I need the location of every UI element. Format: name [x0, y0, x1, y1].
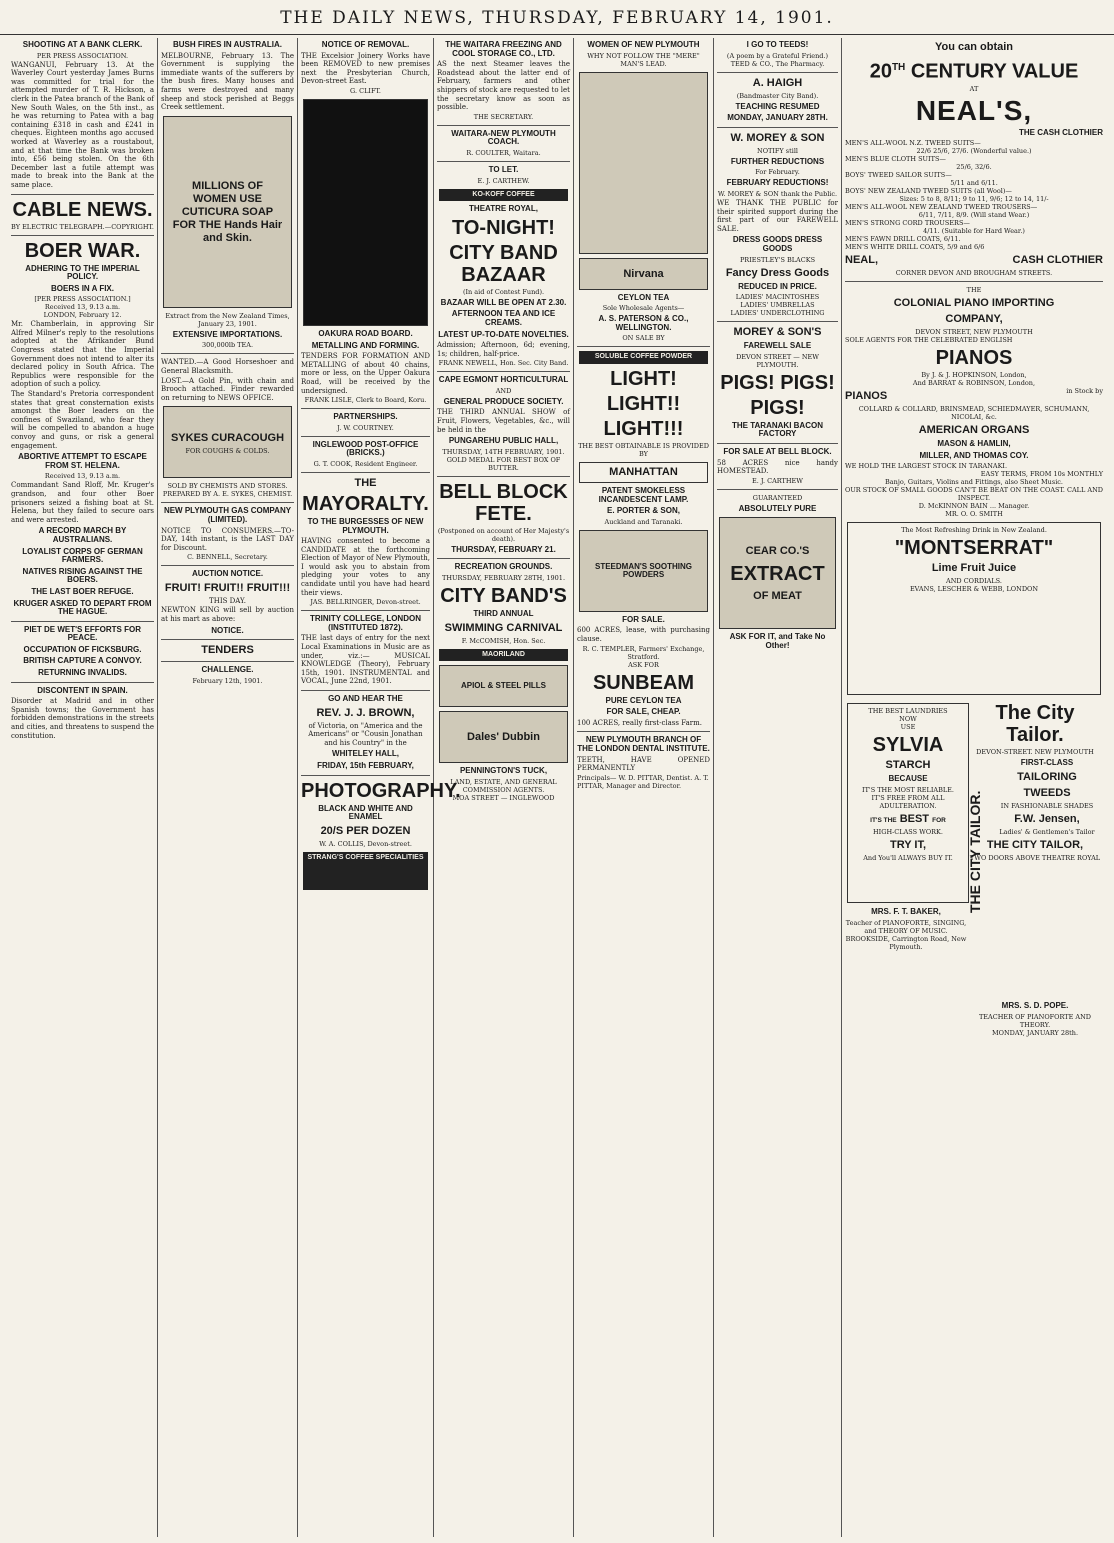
ad-text: CORNER DEVON AND BROUGHAM STREETS.	[895, 269, 1053, 278]
ad-text: AT	[969, 84, 979, 93]
ad-text: ASK FOR	[628, 660, 659, 669]
signature: FRANK NEWELL, Hon. Sec. City Band.	[438, 359, 569, 368]
classified: 58 ACRES nice handy HOMESTEAD.	[717, 458, 838, 476]
ad-text: COLLARD & COLLARD, BRINSMEAD, SCHIEDMAYER, SCHUMANN, NICOLAI, &c.	[858, 405, 1090, 422]
notice-text: Admission; Afternoon, 6d; evening, 1s; children, half-price.	[437, 341, 570, 358]
nirvana-label: Nirvana	[623, 267, 664, 280]
subhead: A. HAIGH	[752, 76, 803, 89]
montserrat-headline: "MONTSERRAT"	[894, 537, 1054, 560]
instock-label: in Stock by	[1066, 387, 1103, 396]
city-tailor-ad	[967, 699, 1101, 914]
subhead: WHITELEY HALL,	[332, 749, 399, 759]
notice-text: TENDERS FOR FORMATION AND METALLING of about 40 chains, more or less, on the Upper Oakura Road, will be received by the undersigned.	[301, 352, 430, 395]
subhead: AUCTION NOTICE.	[191, 569, 264, 579]
notice-text: AS the next Steamer leaves the Roadstead about the latter end of February, farmers and other shippers of stock are requested to let the secretary know as soon as possible.	[437, 60, 570, 112]
classified: WANTED.—A Good Horseshoer and General Blacksmith.	[161, 358, 294, 375]
black-block	[303, 99, 428, 326]
notice-text: THE THIRD ANNUAL SHOW of Fruit, Flowers, Vegetables, &c., will be held in the	[437, 408, 570, 434]
cear-label: CEAR CO.'S	[745, 544, 810, 557]
subhead: INGLEWOOD POST-OFFICE (BRICKS.)	[312, 439, 419, 458]
cuticura-illustration	[163, 116, 292, 308]
subhead: RETURNING INVALIDS.	[38, 668, 127, 678]
ad-text: SOLD BY CHEMISTS AND STORES.	[167, 482, 288, 491]
subhead: 20/S PER DOZEN	[320, 824, 411, 837]
column-7	[842, 38, 1106, 1537]
dateline: THURSDAY, FEBRUARY 21.	[451, 544, 556, 554]
ad-text: DEVON-STREET. NEW PLYMOUTH	[976, 748, 1094, 757]
light-headline: LIGHT!!	[606, 392, 681, 415]
ad-text: HIGH-CLASS WORK.	[873, 828, 943, 837]
subhead: BOERS IN A FIX.	[51, 283, 114, 293]
soothing-label: STEEDMAN'S SOOTHING POWDERS	[594, 561, 693, 580]
column-5	[574, 38, 714, 1537]
column-4	[434, 38, 574, 1537]
ad-text: THE	[966, 286, 982, 295]
light-headline: LIGHT!!!	[603, 417, 684, 440]
subhead: NEW PLYMOUTH GAS COMPANY (LIMITED).	[163, 506, 292, 524]
headline-boer: BOER WAR.	[24, 239, 141, 262]
neal-footer-title: CASH CLOTHIER	[1012, 254, 1103, 267]
signature: MR. O. O. SMITH	[945, 510, 1003, 519]
subhead: EXTENSIVE IMPORTATIONS.	[172, 329, 283, 339]
neals-headline: NEAL'S,	[915, 94, 1033, 126]
caption: Extract from the New Zealand Times, January 23, 1901.	[165, 311, 290, 328]
signature: D. McKINNON BAIN ... Manager.	[918, 502, 1030, 511]
kokoff-banner: KO-KOFF COFFEE	[439, 189, 568, 202]
century-headline	[845, 57, 1103, 83]
notice-text: THE Excelsior Joinery Works have been REMOVED to new premises next the Presbyterian Church, Devon-street East.	[301, 51, 430, 86]
ad-text: TEACHER OF PIANOFORTE AND THEORY.	[978, 1013, 1092, 1030]
sykes-sub: FOR COUGHS & COLDS.	[185, 447, 270, 456]
ad-text: BROOKSIDE, Carrington Road, New Plymouth.	[845, 935, 967, 952]
ad-text: ON SALE BY	[622, 334, 665, 343]
ad-text: And BARRAT & ROBINSON, London,	[912, 379, 1036, 388]
masthead: THE DAILY NEWS, THURSDAY, FEBRUARY 14, 1901.	[0, 8, 1114, 35]
best-for	[851, 813, 965, 826]
classified: 100 ACRES, really first-class Farm.	[577, 718, 702, 727]
article-text: MELBOURNE, February 13. The Government is supplying the immediate wants of the sufferers by the bush fires. Many houses and farms were destroyed and many sheep and stock perished at Beggs Creek settlement.	[161, 51, 294, 112]
subhead: THE CASH CLOTHIER	[1019, 127, 1103, 137]
dales-ad	[439, 711, 568, 763]
itsthe-label: IT'S THE	[870, 817, 897, 825]
subhead: FIRST-CLASS	[1020, 758, 1074, 768]
subhead: NOTICE.	[211, 625, 244, 635]
apiol-label: APIOL & STEEL PILLS	[460, 681, 547, 691]
headline: SHOOTING AT A BANK CLERK.	[22, 40, 143, 49]
notice-text: NOTICE TO CONSUMERS.—TO-DAY, 14th instant, is the LAST DAY for Discount.	[161, 526, 294, 552]
subhead: COMPANY,	[945, 313, 1003, 326]
dateline: February 12th, 1901.	[192, 676, 263, 685]
subhead: PENNINGTON'S TUCK,	[459, 766, 548, 776]
signature: JAS. BELLRINGER, Devon-street.	[310, 598, 421, 607]
fruit-headline: FRUIT! FRUIT!! FRUIT!!!	[164, 581, 291, 594]
subhead: 300,000lb TEA.	[201, 341, 254, 350]
headline-cable: CABLE NEWS.	[12, 198, 153, 221]
cear-extract-ad	[719, 517, 836, 629]
ad-text: TWO DOORS ABOVE THEATRE ROYAL	[969, 854, 1101, 863]
dales-label: Dales' Dubbin	[467, 731, 540, 744]
ad-text: LADIES' UNDERCLOTHING	[730, 309, 825, 318]
subhead: THE WAITARA FREEZING AND COOL STORAGE CO., LTD.	[445, 40, 562, 58]
price-line: 22/6 25/6, 27/6. (Wonderful value.)	[916, 147, 1032, 156]
price-line: MEN'S ALL-WOOL N.Z. TWEED SUITS—	[845, 139, 981, 148]
signature: G. T. COOK, Resident Engineer.	[313, 459, 418, 468]
subhead: COLONIAL PIANO IMPORTING	[893, 297, 1055, 310]
signature: C. BENNELL, Secretary.	[187, 553, 268, 562]
extract-label: EXTRACT	[730, 562, 825, 585]
ad-text: DEVON STREET — NEW PLYMOUTH.	[736, 352, 819, 369]
ad-text: USE	[900, 723, 916, 732]
credit: [PER PRESS ASSOCIATION.]	[34, 295, 131, 304]
price-line: BOYS' TWEED SAILOR SUITS—	[845, 171, 952, 180]
pianos-label: PIANOS	[845, 390, 888, 403]
subhead: TRY IT,	[889, 839, 927, 852]
subhead: (Bandmaster City Band).	[736, 91, 819, 100]
ad-text: IT'S THE MOST RELIABLE.	[862, 786, 954, 795]
city-band-headline: CITY BAND BAZAAR	[449, 241, 558, 286]
subhead: Fancy Dress Goods	[725, 266, 830, 279]
headline: BUSH FIRES IN AUSTRALIA.	[172, 40, 283, 49]
dateline: Received 13, 9.13 a.m.	[44, 472, 121, 481]
coffee-banner: STRANG'S COFFEE SPECIALITIES	[303, 852, 428, 890]
ad-text: PRIESTLEY'S BLACKS	[739, 255, 816, 264]
ad-text: For February.	[755, 168, 800, 177]
column-1	[8, 38, 158, 1537]
subhead: FURTHER REDUCTIONS	[730, 156, 825, 166]
subhead: AND	[495, 386, 512, 395]
sunbeam-headline: SUNBEAM	[592, 671, 695, 694]
subhead: FEBRUARY REDUCTIONS!	[726, 178, 829, 188]
ad-text: IN FASHIONABLE SHADES	[1000, 802, 1094, 811]
subhead: MRS. F. T. BAKER,	[871, 907, 941, 917]
price-line: MEN'S ALL-WOOL NEW ZEALAND TWEED TROUSERS—	[845, 203, 1038, 212]
subhead: ASK FOR IT, and Take No Other!	[729, 632, 826, 650]
subhead: WHY NOT FOLLOW THE "MERE" MAN'S LEAD.	[587, 51, 700, 68]
century-number: 20	[869, 60, 892, 83]
subhead: THEATRE ROYAL,	[469, 204, 538, 214]
classified: 600 ACRES, lease, with purchasing clause.	[577, 626, 710, 643]
article-text: Disorder at Madrid and in other Spanish towns; the Government has forbidden demonstrations in the streets and cities, and threatens to suspend the constitution.	[11, 697, 154, 740]
subhead: TRINITY COLLEGE, LONDON (INSTITUTED 1872).	[310, 614, 421, 632]
ad-text: WE THANK THE PUBLIC for their spirited support during the first part of our FAREWELL SALE.	[717, 198, 838, 233]
light-headline: LIGHT!	[610, 367, 677, 390]
subhead: TWEEDS	[1023, 787, 1071, 800]
ad-text: By J. & J. HOPKINSON, London,	[921, 371, 1027, 380]
subhead: LATEST UP-TO-DATE NOVELTIES.	[438, 329, 569, 339]
soothing-powders-ad	[579, 530, 708, 612]
subhead: TAILORING	[1017, 771, 1077, 784]
subhead: CAPE EGMONT HORTICULTURAL	[438, 375, 569, 385]
pianos-stock	[845, 387, 1103, 405]
subhead: NEW PLYMOUTH BRANCH OF THE LONDON DENTAL INSTITUTE.	[577, 735, 710, 753]
signature: J. W. COURTNEY.	[337, 423, 394, 432]
subhead: (A poem by a Grateful Friend.)	[726, 51, 829, 60]
subhead: PUNGAREHU PUBLIC HALL,	[448, 436, 559, 446]
subhead: Lime Fruit Juice	[931, 562, 1017, 575]
sykes-logo: SYKES CURACOUGH	[170, 432, 285, 445]
ad-text: Teacher of PIANOFORTE, SINGING, and THEORY OF MUSIC.	[845, 919, 967, 936]
ad-text: The Most Refreshing Drink in New Zealand.	[901, 526, 1047, 535]
subhead: PIET DE WET'S EFFORTS FOR PEACE.	[23, 624, 141, 643]
ad-text: Banjo, Guitars, Violins and Fittings, also Sheet Music.	[885, 478, 1063, 487]
ad-text: THE BEST OBTAINABLE IS PROVIDED BY	[578, 441, 709, 458]
ad-text: Ladies' & Gentlemen's Tailor	[999, 828, 1095, 837]
ad-text: EVANS, LESCHER & WEBB, LONDON	[909, 585, 1039, 594]
subhead: FAREWELL SALE	[743, 341, 812, 351]
subhead: FRIDAY, 15th FEBRUARY,	[317, 760, 414, 770]
signature: TEED & CO., The Pharmacy.	[730, 59, 825, 68]
subhead: W. MOREY & SON	[730, 131, 825, 144]
subhead: THE TARANAKI BACON FACTORY	[732, 420, 823, 439]
subhead: A. S. PATERSON & CO., WELLINGTON.	[598, 314, 689, 332]
article-text: Commandant Sand Rloff, Mr. Kruger's grandson, and four other Boer prisoners seized a fishing boat at St. Helena, but they failed to secure oars and were arrested.	[11, 481, 154, 524]
subhead: THE	[354, 476, 377, 489]
signature: R. COULTER, Waitara.	[466, 148, 541, 157]
subhead: You can obtain	[934, 41, 1014, 53]
signature: R. C. TEMPLER, Farmers' Exchange, Stratford.	[582, 644, 705, 661]
price-line: 4/11. (Suitable for Hard Wear.)	[923, 227, 1025, 236]
signature: F. McCOMISH, Hon. Sec.	[461, 636, 546, 645]
price-line: BOYS' NEW ZEALAND TWEED SUITS (all Wool)—	[845, 187, 1012, 196]
subhead: I GO TO TEEDS!	[746, 40, 809, 49]
column-3	[298, 38, 461, 1537]
soluble-coffee-banner: SOLUBLE COFFEE POWDER	[579, 351, 708, 364]
ad-text: DEVON STREET, NEW PLYMOUTH	[915, 328, 1033, 337]
subhead: BAZAAR WILL BE OPEN AT 2.30.	[440, 297, 567, 307]
article-text: WANGANUI, February 13. At the Waverley Court yesterday James Burns was committed for trial for the attempted murder of T. R. Hickson, a clerk in the Patea branch of the Bank of New South Wales, on the 5th inst., as he was returning to Patea with a bag containing £318 in cash and £241 in cheques. Eighteen months ago accused worked at Waverley as a roustabout, and at that time the Bank was broken into, £56 being stolen. On the 6th December last a futile attempt was made to break into the Bank at the same place.	[11, 60, 154, 189]
illustration	[579, 72, 708, 254]
pigs-headline: PIGS! PIGS!	[720, 371, 835, 394]
subhead: LOYALIST CORPS OF GERMAN FARMERS.	[22, 546, 143, 565]
subhead: WOMEN OF NEW PLYMOUTH	[587, 40, 700, 49]
subhead: TO LET.	[488, 164, 519, 174]
subhead: TO THE BURGESSES OF NEW PLYMOUTH.	[307, 516, 424, 535]
footer: MOA STREET — INGLEWOOD	[452, 793, 555, 802]
credit: PER PRESS ASSOCIATION.	[36, 51, 129, 60]
neal-footer	[845, 254, 1103, 267]
subhead: GO AND HEAR THE	[328, 694, 403, 703]
subhead: THE LAST BOER REFUGE.	[31, 586, 134, 596]
subhead: BLACK AND WHITE AND ENAMEL	[318, 803, 413, 822]
city-tailor-headline: The City Tailor.	[995, 702, 1075, 747]
subhead: PURE CEYLON TEA	[605, 695, 682, 705]
signature: W. A. COLLIS, Devon-street.	[319, 839, 412, 848]
ad-text: EASY TERMS, FROM 10s MONTHLY	[980, 470, 1103, 479]
notice-text: THE last days of entry for the next Local Examinations in Music are as under, viz.:— MUSICAL KNOWLEDGE (Theory), February 15th, 1901. INSTRUMENTAL and VOCAL, June 22nd, 1901.	[301, 634, 430, 686]
subhead: CHALLENGE.	[201, 665, 254, 675]
subhead: NATIVES RISING AGAINST THE BOERS.	[22, 566, 143, 585]
subhead: THE CITY TAILOR,	[986, 839, 1084, 852]
subhead: AMERICAN ORGANS	[918, 424, 1030, 437]
starch-headline: STARCH	[885, 759, 931, 772]
subhead: NOTICE OF REMOVAL.	[321, 40, 410, 49]
subhead: ABSOLUTELY PURE	[738, 503, 817, 513]
pianos-headline: PIANOS	[935, 347, 1013, 370]
subhead: A RECORD MARCH BY AUSTRALIANS.	[38, 526, 127, 544]
city-tailor-vertical: THE CITY TAILOR.	[967, 791, 983, 914]
subhead: TENDERS	[201, 644, 254, 657]
subhead: (In aid of Contest Fund).	[462, 287, 545, 296]
subhead: RECREATION GROUNDS.	[454, 562, 553, 572]
ad-text: Principals— W. D. PITTAR, Dentist. A. T. PITTAR, Manager and Director.	[577, 773, 709, 790]
subhead: (Postponed on account of Her Majesty's death).	[437, 526, 570, 543]
for-label: FOR	[932, 817, 946, 825]
city-band-headline: CITY BAND'S	[440, 585, 567, 608]
subhead: GENERAL PRODUCE SOCIETY.	[443, 396, 564, 406]
subhead: THIS DAY.	[209, 596, 246, 605]
tonight-headline: TO-NIGHT!	[452, 216, 555, 239]
notice-text: of Victoria, on "America and the Americans" or "Cousin Jonathan and his Country" in the	[308, 721, 423, 747]
manhattan-logo: MANHATTAN	[579, 462, 708, 483]
subhead: PARTNERSHIPS.	[333, 412, 398, 422]
nirvana-logo	[579, 258, 708, 290]
mayoralty-headline: MAYORALTY.	[302, 492, 429, 515]
subhead: FOR SALE AT BELL BLOCK.	[723, 446, 832, 456]
price-line: Sizes: 5 to 8, 8/11; 9 to 11, 9/6; 12 to 14, 11/-	[899, 195, 1049, 204]
signature: FRANK LISLE, Clerk to Board, Koru.	[304, 396, 427, 405]
subhead: MOREY & SON'S	[733, 326, 822, 339]
pigs-headline: PIGS!	[750, 396, 805, 419]
price-line: MEN'S FAWN DRILL COATS, 6/11.	[845, 235, 961, 244]
dateline: MONDAY, JANUARY 28th.	[991, 1029, 1079, 1038]
signature: E. J. CARTHEW	[752, 476, 803, 485]
maoriland-banner: MAORILAND	[439, 649, 568, 662]
subhead: THIRD ANNUAL	[473, 609, 534, 619]
bell-block-headline: BELL BLOCK FETE.	[439, 480, 568, 525]
lower-ads	[845, 699, 1103, 1159]
subhead: F.W. Jensen,	[1014, 813, 1080, 826]
century-value-text: CENTURY VALUE	[910, 60, 1079, 83]
subhead: CEYLON TEA	[617, 292, 670, 302]
subhead: FOR SALE, CHEAP.	[606, 707, 681, 717]
sylvia-starch-ad	[847, 703, 969, 903]
century-suffix: TH	[891, 62, 906, 73]
price-line: 25/6, 32/6.	[956, 163, 992, 172]
cuticura-headline: MILLIONS OF WOMEN USE CUTICURA SOAP FOR THE Hands Hair and Skin.	[172, 179, 283, 244]
signature: G. CLIFT.	[350, 86, 381, 95]
signature: E. J. CARTHEW.	[477, 176, 530, 185]
article-text: The Standard's Pretoria correspondent states that great consternation exists amongst the Boer leaders on the confines of Swaziland, who fear they will be compelled to abandon a huge convoy and guns, or risk a general engagement.	[11, 390, 154, 450]
subhead: REDUCED IN PRICE.	[738, 281, 817, 291]
apiol-ad	[439, 665, 568, 707]
subhead: ABORTIVE ATTEMPT TO ESCAPE FROM ST. HELENA.	[18, 452, 147, 470]
montserrat-ad	[847, 522, 1101, 695]
subhead: PATENT SMOKELESS INCANDESCENT LAMP.	[598, 485, 689, 504]
subhead: TEACHING RESUMED	[735, 101, 820, 111]
ad-text: NOTIFY still	[757, 146, 798, 155]
ad-text: LADIES' UMBRELLAS	[740, 301, 815, 310]
subhead: DISCONTENT IN SPAIN.	[37, 685, 128, 695]
classified: LOST.—A Gold Pin, with chain and Brooch attached. Finder rewarded on returning to NEWS OFFICE.	[161, 376, 294, 402]
ad-text: GUARANTEED	[752, 493, 803, 502]
subhead: KRUGER ASKED TO DEPART FROM THE HAGUE.	[13, 598, 152, 617]
subhead: AFTERNOON TEA AND ICE CREAMS.	[451, 309, 556, 327]
subhead: BRITISH CAPTURE A CONVOY.	[23, 656, 142, 666]
subhead: METALLING AND FORMING.	[311, 340, 420, 350]
ad-text: SOLE AGENTS FOR THE CELEBRATED ENGLISH	[845, 336, 1013, 345]
dateline: Received 13, 9.13 a.m.	[44, 303, 121, 312]
subhead: OCCUPATION OF FICKSBURG.	[23, 644, 142, 654]
notice-text: NEWTON KING will sell by auction at his mart as above:	[161, 606, 294, 624]
subhead: WAITARA-NEW PLYMOUTH COACH.	[451, 128, 556, 147]
ad-text: LADIES' MACINTOSHES	[735, 293, 820, 302]
ad-text: Auckland and Taranaki.	[604, 517, 683, 526]
notice-text: HAVING consented to become a CANDIDATE at the forthcoming Election of Mayor of New Plymouth, I would ask you to abstain from pledging your votes to any candidate until you have had heard their views.	[301, 537, 430, 597]
ad-text: AND CORDIALS.	[946, 577, 1002, 586]
pope-ad	[969, 999, 1101, 1037]
price-line: MEN'S STRONG CORD TROUSERS—	[845, 219, 970, 228]
column-2	[158, 38, 298, 1537]
ad-text: Sole Wholesale Agents—	[602, 304, 685, 313]
neal-footer-name: NEAL,	[845, 254, 878, 267]
subhead: E. PORTER & SON,	[607, 506, 680, 516]
subhead: DRESS GOODS DRESS GOODS	[732, 235, 823, 253]
sylvia-headline: SYLVIA	[872, 734, 944, 757]
column-6	[714, 38, 842, 1537]
subhead: OAKURA ROAD BOARD.	[318, 328, 413, 338]
ad-text: TEETH, HAVE OPENED PERMANENTLY	[577, 755, 710, 773]
columns	[8, 38, 1106, 1537]
dateline: LONDON, February 12.	[43, 311, 122, 320]
subhead: BECAUSE	[888, 774, 928, 784]
subhead: SWIMMING CARNIVAL	[444, 621, 563, 634]
price-line: MEN'S BLUE CLOTH SUITS—	[845, 155, 946, 164]
dateline: THURSDAY, 14TH FEBRUARY, 1901.	[442, 447, 565, 456]
ad-text: IT'S FREE FROM ALL ADULTERATION.	[871, 794, 945, 811]
price-line: MEN'S WHITE DRILL COATS, 5/9 and 6/6	[845, 243, 985, 252]
subhead: FOR SALE.	[622, 614, 665, 624]
photography-headline: PHOTOGRAPHY.	[301, 779, 461, 802]
price-line: 5/11 and 6/11.	[950, 179, 998, 188]
dateline: MONDAY, JANUARY 28TH.	[727, 113, 828, 123]
subhead: ADHERING TO THE IMPERIAL POLICY.	[25, 263, 140, 282]
subhead: LAND, ESTATE, AND GENERAL COMMISSION AGENTS.	[450, 777, 557, 794]
ad-text: NOW	[899, 715, 917, 724]
ad-text: PREPARED BY A. E. SYKES, CHEMIST.	[162, 490, 293, 499]
ad-text: THE BEST LAUNDRIES	[868, 707, 948, 716]
ad-text: OUR STOCK OF SMALL GOODS CAN'T BE BEAT ON THE COAST. CALL AND INSPECT.	[845, 486, 1103, 503]
credit: BY ELECTRIC TELEGRAPH.—COPYRIGHT.	[11, 222, 154, 231]
baker-ad	[845, 905, 967, 951]
subhead: REV. J. J. BROWN,	[316, 706, 415, 719]
meat-label: OF MEAT	[753, 589, 802, 602]
subhead: MASON & HAMLIN,	[937, 439, 1011, 449]
article-text: Mr. Chamberlain, in approving Sir Alfred Milner's reply to the resolutions adopted at the Afrikander Bund Congress stated that the Imperial Government does not intend to alter its declared policy in South Africa. The Republics were responsible for the adoption of such a policy.	[11, 320, 154, 389]
signature: THE SECRETARY.	[473, 112, 534, 121]
dateline: THURSDAY, FEBRUARY 28TH, 1901.	[441, 574, 566, 583]
best-label: BEST	[899, 813, 930, 826]
subhead: MRS. S. D. POPE.	[1001, 1001, 1069, 1011]
subhead: MILLER, AND THOMAS COY.	[919, 450, 1029, 460]
ad-text: WE HOLD THE LARGEST STOCK IN TARANAKI.	[845, 462, 1008, 471]
ad-text: And You'll ALWAYS BUY IT.	[863, 854, 953, 863]
price-line: 6/11, 7/11, 8/9. (Will stand Wear.)	[918, 211, 1030, 220]
subhead: GOLD MEDAL FOR BEST BOX OF BUTTER.	[446, 455, 561, 472]
sykes-ad	[163, 406, 292, 478]
ad-text: W. MOREY & SON thank the Public.	[717, 189, 838, 198]
